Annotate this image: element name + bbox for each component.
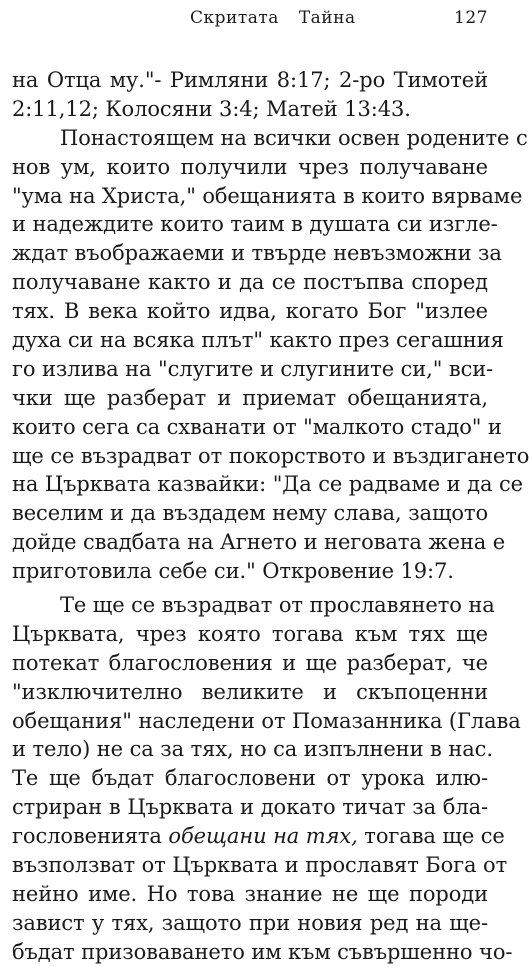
text-line: и тело) не са за тях, но са изпълнени в нас. xyxy=(12,737,493,762)
text-line: и надеждите които таим в душата си изгле- xyxy=(12,212,498,237)
text-line: обещания" наследени от Помазанника (Глава xyxy=(12,708,521,733)
text-line: стриран в Църквата и докато тичат за бла- xyxy=(12,795,488,820)
text-line: Понастоящем на всички освен родените с xyxy=(60,125,528,150)
text-run: гословенията xyxy=(12,824,169,849)
text-run: тогава ще се xyxy=(357,824,505,849)
text-line: ждат въображаеми и твърде невъзможни за xyxy=(12,241,502,266)
text-line: на Отца му."- Римляни 8:17; 2-ро Тимотей xyxy=(12,68,488,92)
text-line: дойде свадбата на Агнето и неговата жена е xyxy=(12,530,506,555)
italic-emphasis: обещани на тях, xyxy=(168,824,358,849)
text-line: възползват от Църквата и прославят Бога от xyxy=(12,853,508,878)
text-line: веселим и да въздадем нему слава, защото xyxy=(12,501,488,526)
text-line: нейно име. Но това знание не ще породи xyxy=(12,881,488,906)
text-line: ще се възрадват от покорството и въздигането xyxy=(12,443,529,468)
text-line: получаване както и да се постъпва според xyxy=(12,270,488,295)
text-line: чки ще разберат и приемат обещанията, xyxy=(12,385,488,410)
text-line: Те ще бъдат благословени от урока илю- xyxy=(12,766,488,791)
text-line: Те ще се възрадват от прославянето на xyxy=(60,593,495,618)
page-number: 127 xyxy=(454,8,488,28)
text-line: "ума на Христа," обещанията в които вярваме xyxy=(12,183,523,208)
text-line: на Църквата казвайки: "Да се радваме и да се xyxy=(12,472,523,497)
paragraph-2 xyxy=(12,124,529,586)
text-line: които сега са схванати от "малкото стадо" и xyxy=(12,414,502,439)
text-line: го излива на "слугите и слугините си," вси- xyxy=(12,356,494,381)
text-line: духа си на всяка плът" както през сегашния xyxy=(12,328,504,353)
text-line: бъдат призоваването им към съвършенно чо- xyxy=(12,939,513,964)
page-header xyxy=(0,8,500,32)
text-line-with-emphasis xyxy=(12,822,505,851)
running-title: Скритата Тайна xyxy=(190,8,356,28)
text-line: завист у тях, защото при новия ред на ще- xyxy=(12,910,488,935)
paragraph-3 xyxy=(12,591,521,967)
text-line: 2:11,12; Колосяни 3:4; Матей 13:43. xyxy=(12,96,411,121)
text-line: "изключително великите и скъпоценни xyxy=(12,679,488,704)
body-text xyxy=(12,66,529,967)
paragraph-1 xyxy=(12,66,488,124)
text-line: Църквата, чрез която тогава към тях ще xyxy=(12,621,488,646)
text-line: приготовила себе си." Откровение 19:7. xyxy=(12,559,454,584)
text-line: потекат благословения и ще разберат, че xyxy=(12,650,488,675)
text-line: нов ум, които получили чрез получаване xyxy=(12,154,488,179)
text-line: тях. В века който идва, когато Бог "излее xyxy=(12,299,488,324)
